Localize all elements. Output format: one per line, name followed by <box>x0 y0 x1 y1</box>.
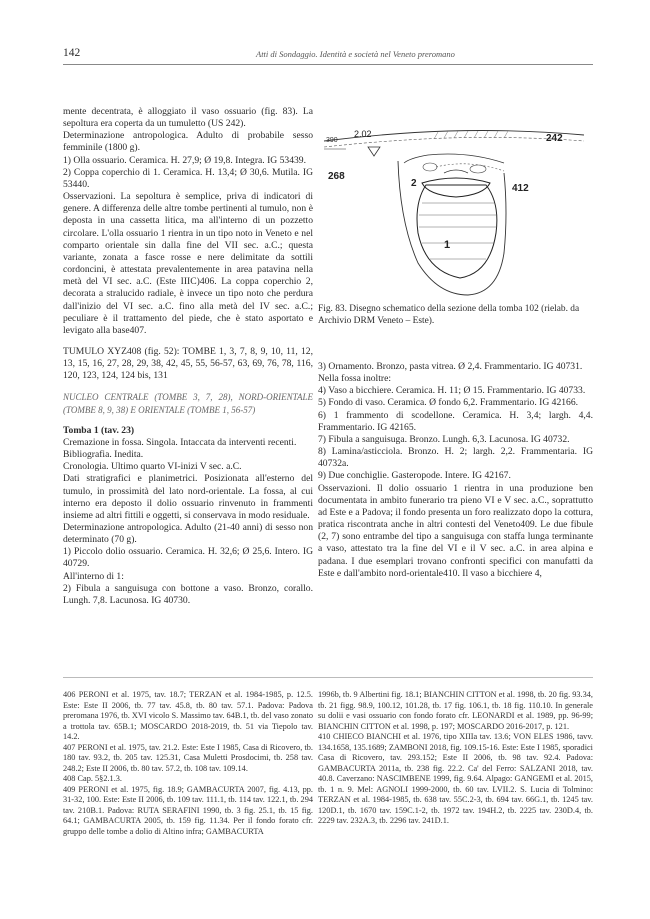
label-2: 2 <box>411 178 417 189</box>
paragraph: Osservazioni. Il dolio ossuario 1 rientra in una produzione ben documentata in ambito funerario tra pieno VI e V sec. a.C., soprattutto ad Este e a Padova; il fondo presenta un foro realizzato dopo la cottura, pratica riscontrata anche in altri contesti del Veneto409. Le due fibule (2, 7) sono entrambe del tipo a sanguisuga con staffa lunga terminante a vaso, attestato tra la fine del VI e il V sec. a.C. in area alpina e padana. I due esemplari trovano confronti specifici con manufatti da Este e dall'ambito nord-orientale410. Il vaso a bicchiere 4, <box>318 482 593 579</box>
paragraph: Cronologia. Ultimo quarto VI-inizi V sec. a.C. <box>63 461 242 473</box>
paragraph: 6) 1 frammento di scodellone. Ceramica. H. 3,4; largh. 4,4. Frammentario. IG 42165. <box>318 409 593 433</box>
label-390: 390 <box>326 137 338 144</box>
paragraph: 3) Ornamento. Bronzo, pasta vitrea. Ø 2,4. Frammentario. IG 40731. <box>318 361 583 372</box>
paragraph: 8) Lamina/asticciola. Bronzo. H. 2; largh. 2,2. Frammentaria. IG 40732a. <box>318 446 593 470</box>
footnote: 407 PERONI et al. 1975, tav. 21.2. Este: Este I 1985, Casa di Ricovero, tb. 180 tav. 93.2, tb. 205 tav. 125.31, Casa Muletti Prosdocimi, tb. 258 tav. 248.2; Este II 2006, tb. 80 tav. 57.2, tb. 108 tav. 109.14. <box>63 742 313 773</box>
label-268: 268 <box>328 171 345 182</box>
tomb-section-figure <box>318 103 588 298</box>
footnote: 408 Cap. 5§2.1.3. <box>63 774 122 783</box>
running-title: Atti di Sondaggio. Identità e società nel Veneto preromano <box>256 49 455 59</box>
tomba-heading: Tomba 1 (tav. 23) <box>63 424 135 436</box>
label-242: 242 <box>546 133 563 144</box>
footnote: 406 PERONI et al. 1975, tav. 18.7; TERZAN et al. 1984-1985, p. 12.5. Este: Este II 2006, tb. 77 tav. 45.8, tb. 80 tav. 57.1. Padova: Padova preromana 1976, tb. XVI vicolo S. Massimo tav. 64B.1, tb. del vaso zonato a trottola tav. 65B.1; MOSCARDO 2018-2019, tb. 51 via Tiepolo tav. 14.2. <box>63 690 313 741</box>
footnote: 410 CHIECO BIANCHI et al. 1976, tipo XIIIa tav. 13.6; VON ELES 1986, tavv. 134.1658, 135.1689; ZAMBONI 2018, fig. 109.15-16. Este: Este I 1985, sporadici Casa di Ricovero, tav. 293.152; Este II 2006, tb. 98 tav. 92.4. Padova: GAMBACURTA 2011a, tb. 238 fig. 22.2. Ca' del Ferro: SALZANI 2018, tav. 40.8. Caverzano: NASCIMBENE 1999, fig. 9.64. Alpago: GANGEMI et al. 2015, tb. 1 n. 9. Mel: AGNOLI 1999-2000, tb. 60 tav. LVII.2. S. Lucia di Tolmino: TERZAN et al. 1984-1985, tb. 638 tav. 55C.2-3, tb. 694 tav. 66G.1, tb. 1245 tav. 120D.1, tb. 1670 tav. 159C.1-2, tb. 1972 tav. 194H.2, tb. 2225 tav. 230D.4, tb. 2229 tav. 232A.3, tb. 2296 tav. 241D.1. <box>318 732 593 825</box>
paragraph: All'interno di 1: <box>63 570 124 582</box>
paragraph: mente decentrata, è alloggiato il vaso ossuario (fig. 83). La sepoltura era coperta da un tumuletto (US 242). <box>63 106 313 130</box>
paragraph: Nella fossa inoltre: <box>318 373 391 385</box>
paragraph: 5) Fondo di vaso. Ceramica. Ø fondo 6,2. Frammentario. IG 42166. <box>318 397 579 409</box>
label-202: 2.02 <box>354 129 372 139</box>
paragraph: Cremazione in fossa. Singola. Intaccata da interventi recenti. <box>63 436 297 448</box>
paragraph: 9) Due conchiglie. Gasteropode. Intere. IG 42167. <box>318 470 511 482</box>
page-number: 142 <box>63 47 81 59</box>
left-column <box>63 106 313 607</box>
section-drawing <box>318 103 588 298</box>
nucleo-heading: NUCLEO CENTRALE (TOMBE 3, 7, 28), NORD-ORIENTALE (TOMBE 8, 9, 38) E ORIENTALE (TOMBE 1, 56-57) <box>63 392 313 415</box>
header-rule <box>63 64 593 65</box>
footnote: 409 PERONI et al. 1975, fig. 18.9; GAMBACURTA 2007, fig. 4.13, pp. 31-32, 100. Este: Este II 2006, tb. 109 tav. 111.1, tb. 114 tav. 122.1, tb. 294 tav. 210B.1. Padova: RUTA SERAFINI 1990, tb. 3 fig. 25.1, tb. 15 fig. 64.1; GAMBACURTA 2005, tb. 159 fig. 11.34. Per il fondo forato cfr. gruppo delle tombe a dolio di Altino infra; GAMBACURTA <box>63 784 313 836</box>
paragraph: 1) Olla ossuario. Ceramica. H. 27,9; Ø 19,8. Integra. IG 53439. <box>63 154 306 166</box>
figure-caption: Fig. 83. Disegno schematico della sezione della tomba 102 (rielab. da Archivio DRM Veneto – Este). <box>318 304 580 326</box>
paragraph: 2) Fibula a sanguisuga con bottone a vaso. Bronzo, corallo. Lungh. 7,8. Lacunosa. IG 40730. <box>63 582 313 606</box>
footnote-rule <box>63 677 593 678</box>
paragraph: 4) Vaso a bicchiere. Ceramica. H. 11; Ø 15. Frammentario. IG 40733. <box>318 385 586 397</box>
label-1: 1 <box>444 239 451 251</box>
paragraph: Determinazione antropologica. Adulto (21-40 anni) di sesso non determinato (70 g). <box>63 522 313 546</box>
paragraph: Determinazione antropologica. Adulto di probabile sesso femminile (1800 g). <box>63 130 313 154</box>
paragraph: Osservazioni. La sepoltura è semplice, priva di indicatori di genere. A differenza delle altre tombe pertinenti al tumulo, non è deposta in una cassetta litica, ma all'interno di un pozzetto circolare. L'olla ossuario 1 rientra in un tipo noto in Veneto e nel comparto orientale sin dalla fine del VII sec. a.C.; questa variante, zonata a fasce rosse e nere delimitate da sottili cordoncini, è attestata prevalentemente in area patavina nella metà del VI sec. a.C. (Este IIIC)406. La coppa coperchio 2, decorata a stralucido radiale, è invece un tipo noto che perdura dall'inizio del VI sec. a.C. fino alla metà del IV sec. a.C.; peculiare è il trattamento del piede, che è stato asportato e levigato alla base407. <box>63 191 313 336</box>
paragraph: 7) Fibula a sanguisuga. Bronzo. Lungh. 6,3. Lacunosa. IG 40732. <box>318 433 570 445</box>
footnotes-right <box>318 690 593 827</box>
paragraph: Bibliografia. Inedita. <box>63 449 144 461</box>
paragraph: Dati stratigrafici e planimetrici. Posizionata all'esterno del tumulo, in prossimità del lato nord-orientale. La fossa, al cui interno era deposto il dolio ossuario rinvenuto in frammenti insieme ad altri fittili e oggetti, si conservava in modo residuale. <box>63 473 313 521</box>
paragraph: 1) Piccolo dolio ossuario. Ceramica. H. 32,6; Ø 25,6. Intero. IG 40729. <box>63 546 313 570</box>
footnote: 1996b, tb. 9 Albertini fig. 18.1; BIANCHIN CITTON et al. 1998, tb. 20 fig. 93.34, tb. 21 figg. 98.9, 100.12, 101.28, tb. 17 fig. 106.1, tb. 18 fig. 110.10. In generale su dolii e vasi ossuario con fondo forato cfr. LEONARDI et al. 1989, pp. 96-99; BIANCHIN CITTON et al. 1998, p. 197; MOSCARDO 2016-2017, p. 121. <box>318 690 593 731</box>
paragraph: 2) Coppa coperchio di 1. Ceramica. H. 13,4; Ø 30,6. Mutila. IG 53440. <box>63 166 313 190</box>
footnotes-left <box>63 690 313 837</box>
label-412: 412 <box>512 183 529 194</box>
tumulo-heading: TUMULO XYZ408 (fig. 52): TOMBE 1, 3, 7, 8, 9, 10, 11, 12, 13, 15, 16, 27, 28, 29, 38, 42, 45, 55, 56-57, 63, 69, 76, 78, 116, 120, 123, 124, 124 bis, 131 <box>63 345 313 382</box>
right-column <box>318 361 593 580</box>
